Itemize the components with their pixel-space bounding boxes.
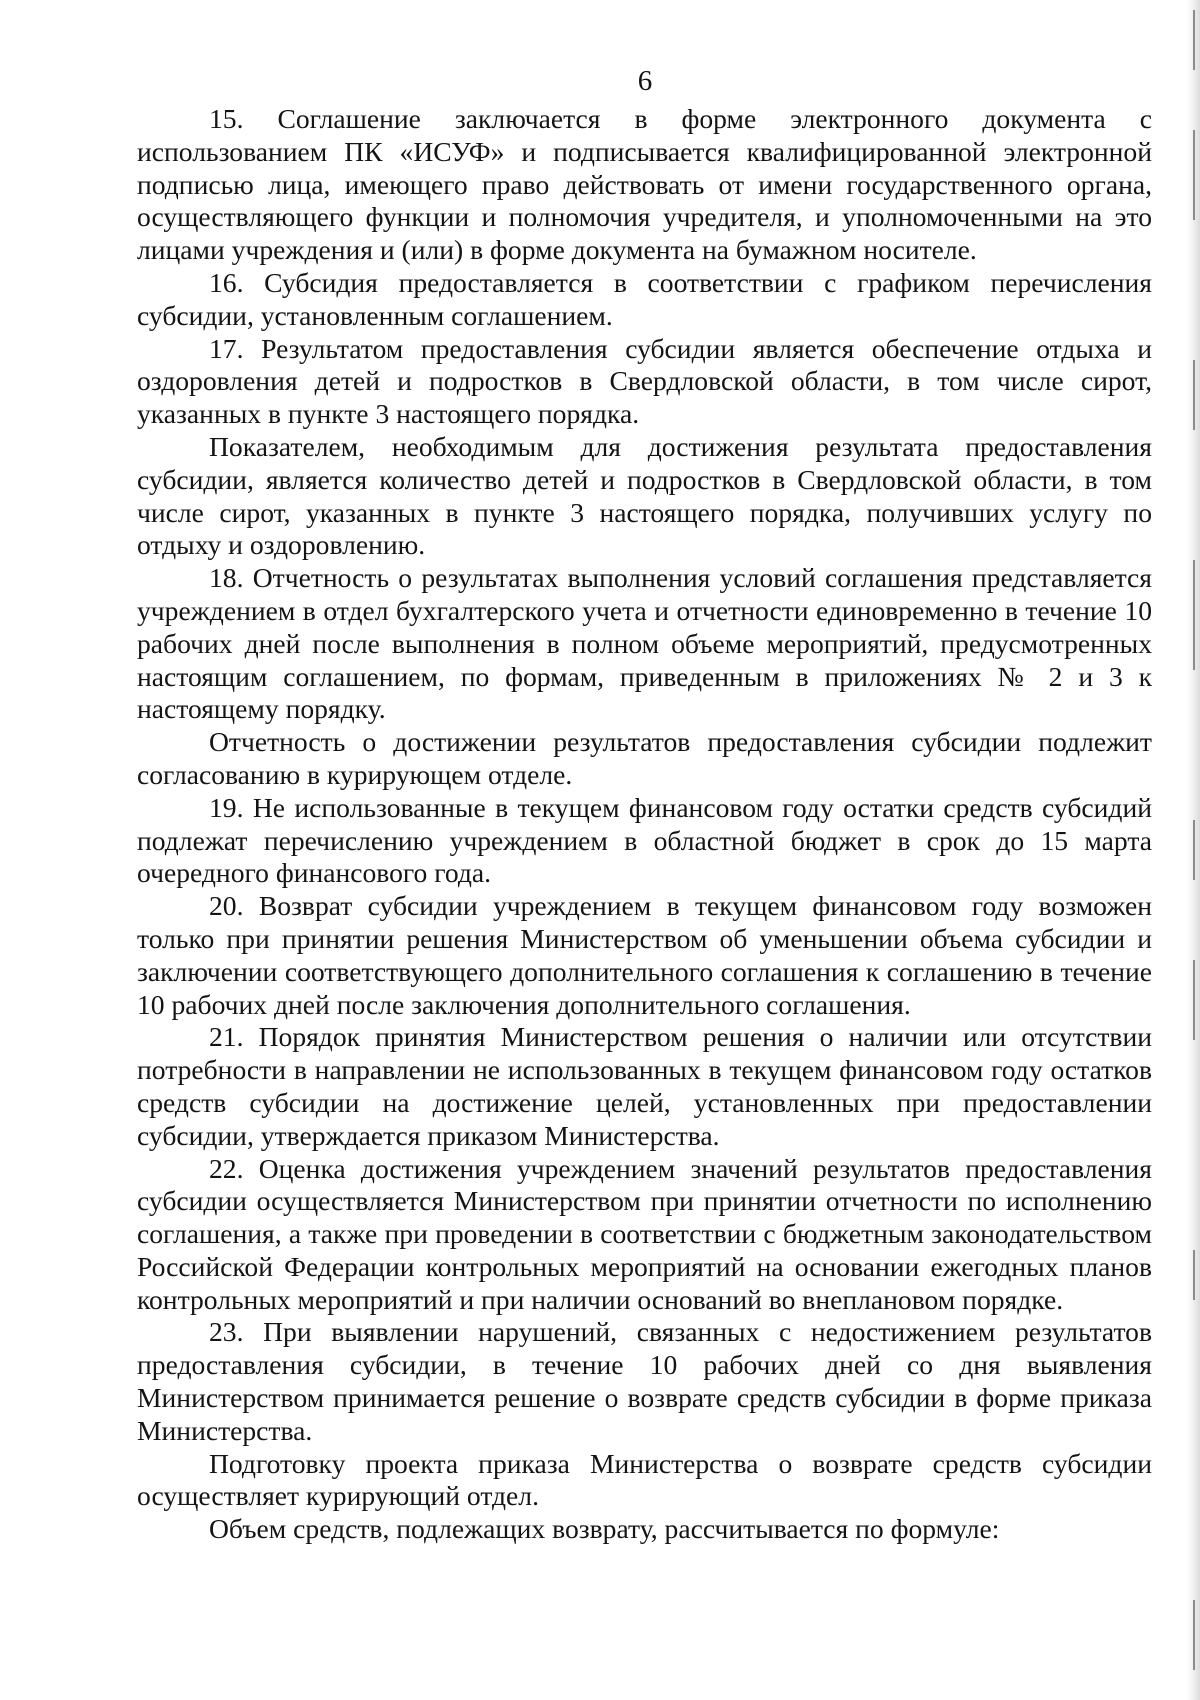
paragraph-23-order: Подготовку проекта приказа Министерства о возврате средств субсидии осуществляет курирующий отдел. (137, 1447, 1152, 1512)
paragraph-17: 17. Результатом предоставления субсидии является обеспечение отдыха и оздоровления детей и подростков в Свердловской области, в том числе сирот, указанных в пункте 3 настоящего порядка. (137, 332, 1152, 430)
paragraph-15: 15. Соглашение заключается в форме электронного документа с использованием ПК «ИСУФ» и подписывается квалифицированной электронной подписью лица, имеющего право действовать от имени государственного органа, осуществляющего функции и полномочия учредителя, и уполномоченными на это лицами учреждения и (или) в форме документа на бумажном носителе. (137, 103, 1152, 266)
scan-mark (1193, 1600, 1195, 1670)
scan-mark (1193, 10, 1195, 70)
paragraph-18-agreement: Отчетность о достижении результатов предоставления субсидии подлежит согласованию в курирующем отделе. (137, 726, 1152, 790)
scan-mark (1193, 560, 1195, 670)
paragraph-20: 20. Возврат субсидии учреждением в текущем финансовом году возможен только при принятии решения Министерством об уменьшении объема субсидии и заключении соответствующего дополнительного соглашения к соглашению в течение 10 рабочих дней после заключения дополнительного соглашения. (137, 890, 1152, 1020)
scan-mark (1193, 1250, 1195, 1300)
paragraph-21: 21. Порядок принятия Министерством решения о наличии или отсутствии потребности в направлении не использованных в текущем финансовом году остатков средств субсидии на достижение целей, установленных при предоставлении субсидии, утверждается приказом Министерства. (137, 1021, 1152, 1151)
page-number: 6 (637, 65, 653, 97)
scan-edge (1186, 0, 1200, 1700)
paragraph-22: 22. Оценка достижения учреждением значений результатов предоставления субсидии осуществляется Министерством при принятии отчетности по исполнению соглашения, а также при проведении в соответствии с бюджетным законодательством Российской Федерации контрольных мероприятий на основании ежегодных планов контрольных мероприятий и при наличии оснований во внеплановом порядке. (137, 1152, 1152, 1315)
paragraph-18: 18. Отчетность о результатах выполнения условий соглашения представляется учреждением в отдел бухгалтерского учета и отчетности единовременно в течение 10 рабочих дней после выполнения в полном объеме мероприятий, предусмотренных настоящим соглашением, по формам, приведенным в приложениях № 2 и 3 к настоящему порядку. (137, 562, 1152, 725)
document-body (137, 103, 1152, 1546)
paragraph-17-indicator: Показателем, необходимым для достижения результата предоставления субсидии, является количество детей и подростков в Свердловской области, в том числе сирот, указанных в пункте 3 настоящего порядка, получивших услугу по отдыху и оздоровлению. (137, 430, 1152, 561)
scan-mark (1193, 960, 1195, 1040)
paragraph-19: 19. Не использованные в текущем финансовом году остатки средств субсидий подлежат перечислению учреждением в областной бюджет в срок до 15 марта очередного финансового года. (137, 791, 1152, 889)
paragraph-16: 16. Субсидия предоставляется в соответствии с графиком перечисления субсидии, установленным соглашением. (137, 266, 1152, 331)
paragraph-23: 23. При выявлении нарушений, связанных с недостижением результатов предоставления субсидии, в течение 10 рабочих дней со дня выявления Министерством принимается решение о возврате средств субсидии в форме приказа Министерства. (137, 1316, 1152, 1446)
scan-mark (1193, 360, 1195, 430)
paragraph-23-formula-intro: Объем средств, подлежащих возврату, рассчитывается по формуле: (209, 1513, 1000, 1545)
scan-mark (1193, 820, 1195, 880)
scan-mark (1193, 130, 1195, 220)
